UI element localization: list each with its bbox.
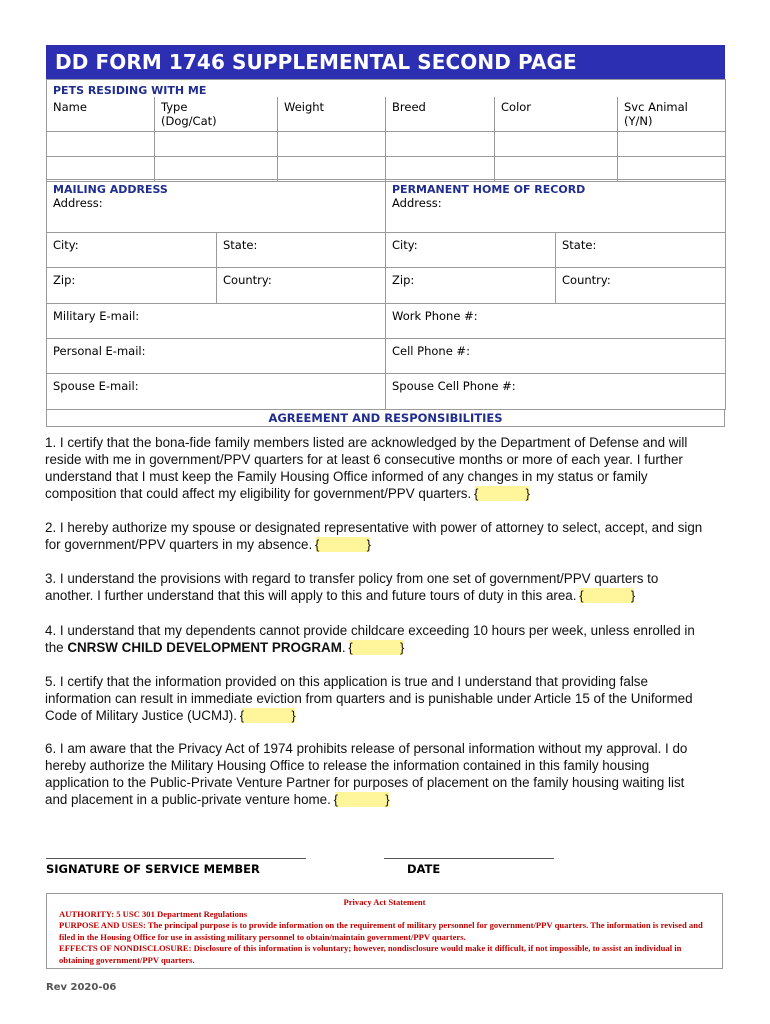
permanent-zip-field[interactable]: Zip: xyxy=(392,273,415,287)
mailing-address-field[interactable]: Address: xyxy=(53,196,103,210)
pets-col-svc-sub: (Y/N) xyxy=(624,114,653,128)
pets-col-weight: Weight xyxy=(284,100,325,114)
permanent-country-field[interactable]: Country: xyxy=(562,273,611,287)
spouse-email-field[interactable]: Spouse E-mail: xyxy=(53,379,139,393)
privacy-title: Privacy Act Statement xyxy=(343,897,426,907)
privacy-effects: EFFECTS OF NONDISCLOSURE: Disclosure of this information is voluntary; however, nondisclosure would make it difficult, if not impossible, to assist an individual in obtaining government/PPV quarters. xyxy=(59,943,682,965)
spouse-cell-phone-field[interactable]: Spouse Cell Phone #: xyxy=(392,379,516,393)
agreement-item-text: 2. I hereby authorize my spouse or designated representative with power of attorney to select, accept, and sign for government/PPV quarters in my absence. xyxy=(45,520,703,552)
work-phone-field[interactable]: Work Phone #: xyxy=(392,309,478,323)
form-title: DD FORM 1746 SUPPLEMENTAL SECOND PAGE xyxy=(46,45,725,79)
initial-field[interactable] xyxy=(316,537,370,552)
mailing-address-heading: MAILING ADDRESS xyxy=(53,183,168,196)
revision-label: Rev 2020-06 xyxy=(46,982,117,993)
mailing-state-field[interactable]: State: xyxy=(223,238,258,252)
agreement-item-text: 4. I understand that my dependents cannot provide childcare exceeding 10 hours per week, unless enrolled in the xyxy=(45,623,695,655)
pet-color-cell[interactable] xyxy=(495,157,618,182)
pets-table xyxy=(46,79,726,182)
agreement-item-text: 5. I certify that the information provided on this application is true and I understand that providing false information can result in immediate eviction from quarters and is punishable under Article 15 of the Uniformed Code of Military Justice (UCMJ). xyxy=(45,674,693,723)
personal-email-field[interactable]: Personal E-mail: xyxy=(53,344,146,358)
pet-name-cell[interactable] xyxy=(47,132,155,157)
permanent-home-heading: PERMANENT HOME OF RECORD xyxy=(392,183,586,196)
pet-svc-cell[interactable] xyxy=(618,132,726,157)
pet-weight-cell[interactable] xyxy=(278,157,386,182)
signature-label: SIGNATURE OF SERVICE MEMBER xyxy=(46,862,260,876)
program-name: CNRSW CHILD DEVELOPMENT PROGRAM xyxy=(67,640,342,655)
pets-col-name: Name xyxy=(53,100,87,114)
pet-breed-cell[interactable] xyxy=(386,157,495,182)
privacy-act-statement xyxy=(46,893,723,969)
agreement-item-text: 3. I understand the provisions with regard to transfer policy from one set of government/PPV quarters to another. I further understand that this will apply to this and future tours of duty in this area. xyxy=(45,571,659,603)
agreement-item-4 xyxy=(45,622,705,656)
pet-svc-cell[interactable] xyxy=(618,157,726,182)
pet-type-cell[interactable] xyxy=(155,132,278,157)
military-email-field[interactable]: Military E-mail: xyxy=(53,309,140,323)
agreement-item-text-end: . xyxy=(341,640,346,655)
permanent-address-field[interactable]: Address: xyxy=(392,196,442,210)
mailing-city-field[interactable]: City: xyxy=(53,238,79,252)
agreement-item-5 xyxy=(45,673,705,724)
initial-field[interactable] xyxy=(335,792,389,807)
pets-heading: PETS RESIDING WITH ME xyxy=(53,84,207,97)
pets-col-color: Color xyxy=(501,100,532,114)
date-line[interactable] xyxy=(384,858,554,859)
agreement-item-6 xyxy=(45,740,705,808)
address-table xyxy=(46,179,726,410)
initial-field[interactable] xyxy=(241,708,295,723)
mailing-country-field[interactable]: Country: xyxy=(223,273,272,287)
pet-weight-cell[interactable] xyxy=(278,132,386,157)
mailing-zip-field[interactable]: Zip: xyxy=(53,273,76,287)
signature-line[interactable] xyxy=(46,858,306,859)
pet-row xyxy=(47,157,726,182)
pets-col-type: Type xyxy=(161,100,188,114)
pets-col-type-sub: (Dog/Cat) xyxy=(161,114,217,128)
agreement-item-text: 1. I certify that the bona-fide family members listed are acknowledged by the Department of Defense and will reside with me in government/PPV quarters for at least 6 consecutive months or more of each year. I further understand that I must keep the Family Housing Office informed of any changes in my status or family composition that could affect my eligibility for government/PPV quarters. xyxy=(45,435,688,501)
initial-field[interactable] xyxy=(475,486,529,501)
pet-row xyxy=(47,132,726,157)
date-label: DATE xyxy=(407,862,441,876)
agreement-item-2 xyxy=(45,519,705,553)
pet-name-cell[interactable] xyxy=(47,157,155,182)
pets-col-breed: Breed xyxy=(392,100,426,114)
agreement-heading: AGREEMENT AND RESPONSIBILITIES xyxy=(46,409,725,427)
permanent-city-field[interactable]: City: xyxy=(392,238,418,252)
agreement-item-3 xyxy=(45,570,705,604)
initial-field[interactable] xyxy=(349,640,403,655)
agreement-item-text: 6. I am aware that the Privacy Act of 1974 prohibits release of personal information without my approval. I do hereby authorize the Military Housing Office to release the information contained in this family housing application to the Public-Private Venture Partner for purposes of placement on the family housing waiting list and placement in a public-private venture home. xyxy=(45,741,688,807)
agreement-item-1 xyxy=(45,434,705,502)
privacy-purpose: PURPOSE AND USES: The principal purpose is to provide information on the requirement of military personnel for government/PPV quarters. The information is revised and filed in the Housing Office for use in assisting military personnel to obtain/maintain government/PPV quarters. xyxy=(59,920,703,942)
pets-col-svc: Svc Animal xyxy=(624,100,688,114)
pet-type-cell[interactable] xyxy=(155,157,278,182)
permanent-state-field[interactable]: State: xyxy=(562,238,597,252)
initial-field[interactable] xyxy=(580,588,634,603)
pet-breed-cell[interactable] xyxy=(386,132,495,157)
cell-phone-field[interactable]: Cell Phone #: xyxy=(392,344,470,358)
privacy-authority: AUTHORITY: 5 USC 301 Department Regulations xyxy=(59,908,248,919)
pet-color-cell[interactable] xyxy=(495,132,618,157)
